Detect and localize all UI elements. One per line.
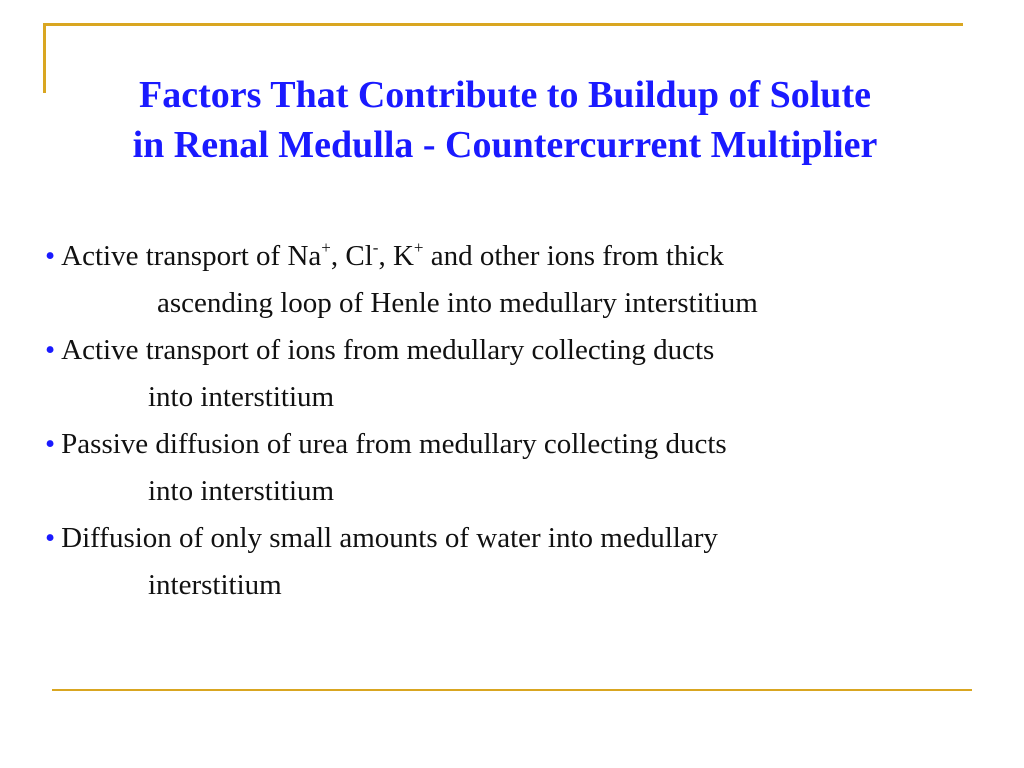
bullet-text-part: Active transport of Na [61, 240, 322, 272]
superscript-charge: + [321, 238, 331, 257]
superscript-charge: - [372, 238, 379, 257]
bullet-continuation: into interstitium [148, 475, 335, 507]
slide-title [0, 70, 1010, 170]
frame-top-line [43, 23, 963, 26]
bullet-text: Active transport of ions from medullary collecting ducts [61, 334, 715, 366]
bullet-marker: • [45, 428, 56, 460]
bullet-continuation: ascending loop of Henle into medullary interstitium [157, 287, 758, 319]
bullet-marker: • [45, 240, 56, 272]
bullet-item-collecting-duct-ions [45, 327, 1005, 421]
bullet-continuation: into interstitium [148, 381, 335, 413]
bullet-item-water-diffusion [45, 515, 1005, 609]
bullet-text-part: , Cl [330, 240, 373, 272]
slide-title-line-1: Factors That Contribute to Buildup of Solute [139, 74, 871, 116]
bullet-marker: • [45, 334, 56, 366]
bullet-item-urea-diffusion [45, 421, 1005, 515]
slide-title-line-2: in Renal Medulla - Countercurrent Multiplier [132, 124, 878, 166]
bullet-item-ion-transport [45, 233, 1005, 327]
bullet-text: Passive diffusion of urea from medullary collecting ducts [61, 428, 727, 460]
bullet-text-part: and other ions from thick [423, 240, 724, 272]
superscript-charge: + [413, 238, 424, 257]
frame-bottom-line [52, 689, 972, 691]
bullet-marker: • [45, 522, 56, 554]
bullet-text: Diffusion of only small amounts of water into medullary [61, 522, 718, 554]
bullet-text-part: , K [378, 240, 414, 272]
bullet-continuation: interstitium [148, 569, 282, 601]
bullet-list [45, 233, 1005, 609]
